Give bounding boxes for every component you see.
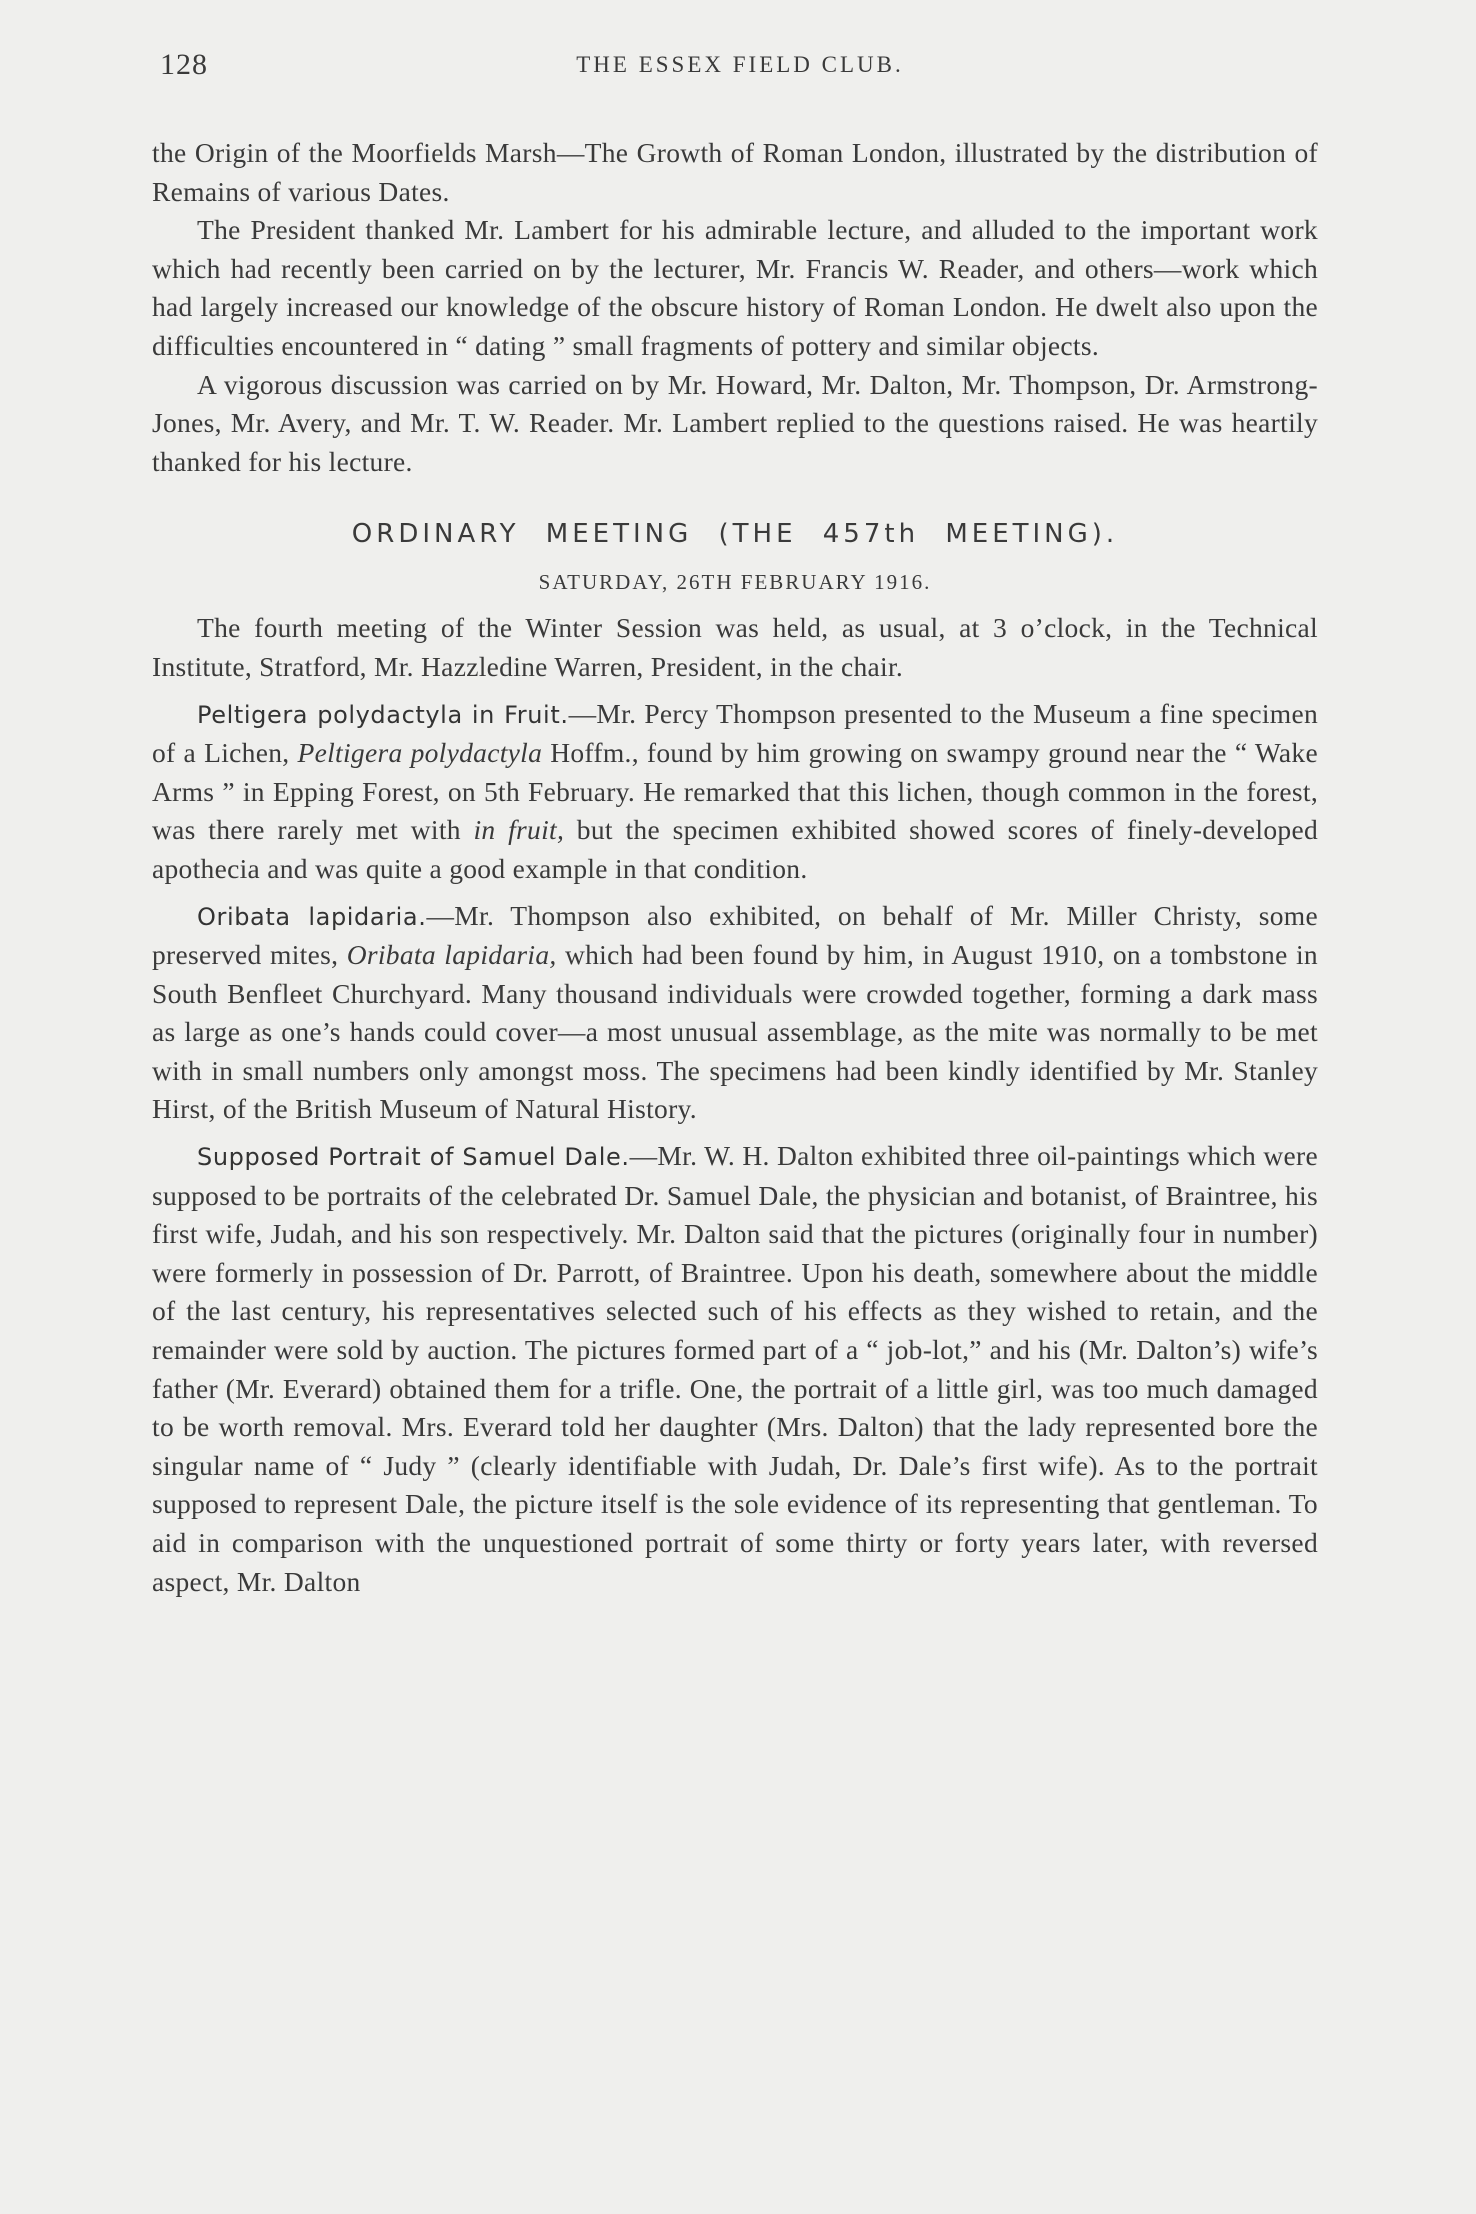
dale-heading: Supposed Portrait of Samuel Dale. [197,1143,630,1172]
paragraph-dale-portrait [152,1137,1318,1601]
paragraph-meeting-intro: The fourth meeting of the Winter Session was held, as usual, at 3 o’clock, in the Technical Institute, Stratford, Mr. Hazzledine Warren, President, in the chair. [152,612,1318,682]
paragraph-oribata [152,897,1318,1130]
peltigera-species: Peltigera polydactyla [297,737,543,769]
running-head [160,48,1320,88]
peltigera-in-fruit: in fruit, [473,814,565,846]
dale-text: —Mr. W. H. Dalton exhibited three oil-paintings which were supposed to be portraits of the celebrated Dr. Samuel Dale, the physician and botanist, of Braintree, his first wife, Judah, and his son respectively. Mr. Dalton said that the pictures (originally four in number) were formerly in possession of Dr. Parrott, of Braintree. Upon his death, somewhere about the middle of the last century, his representatives selected such of his effects as they wished to retain, and the remainder were sold by auction. The pictures formed part of a “ job-lot,” and his (Mr. Dalton’s) wife’s father (Mr. Everard) obtained them for a trifle. One, the portrait of a little girl, was too much damaged to be worth removal. Mrs. Everard told her daughter (Mrs. Dalton) that the lady represented bore the singular name of “ Judy ” (clearly identifiable with Judah, Dr. Dale’s first wife). As to the portrait supposed to represent Dale, the picture itself is the sole evidence of its representing that gentleman. To aid in comparison with the unquestioned portrait of some thirty or forty years later, with reversed aspect, Mr. Dalton [152,1140,1319,1597]
section-heading: ORDINARY MEETING (THE 457th MEETING). [351,519,1119,550]
oribata-text-1: —Mr. Thompson also exhibited, on behalf of Mr. Miller Christy, some preserved mites, [152,899,1318,971]
page-body [152,134,1318,1601]
oribata-text-2: which had been found by him, in August 1910, on a tombstone in South Benfleet Churchyard. Many thousand individuals were crowded together, forming a dark mass as large as one’s hands could cover—a most unusual assemblage, as the mite was normally to be met with in small numbers only amongst moss. The specimens had been kindly identified by Mr. Stanley Hirst, of the British Museum of Natural History. [152,939,1318,1125]
oribata-heading: Oribata lapidaria. [197,902,427,931]
peltigera-text-3: but the specimen exhibited showed scores of finely-developed apothecia and was quite a good example in that condition. [152,814,1318,884]
running-title: THE ESSEX FIELD CLUB. [576,52,904,77]
paragraph-lecture-title-end: the Origin of the Moorfields Marsh—The Growth of Roman London, illustrated by the distribution of Remains of various Dates. [152,137,1318,207]
peltigera-heading: Peltigera polydactyla in Fruit. [197,700,569,729]
paragraph-discussion: A vigorous discussion was carried on by Mr. Howard, Mr. Dalton, Mr. Thompson, Dr. Armstrong-Jones, Mr. Avery, and Mr. T. W. Reader. Mr. Lambert replied to the questions raised. He was heartily thanked for his lecture. [152,368,1318,477]
peltigera-text-1: —Mr. Percy Thompson presented to the Museum a fine specimen of a Lichen, [152,697,1319,769]
oribata-species: Oribata lapidaria, [346,939,557,971]
page-number: 128 [160,48,208,81]
peltigera-text-2: Hoffm., found by him growing on swampy ground near the “ Wake Arms ” in Epping Forest, on 5th February. He remarked that this lichen, though common in the forest, was there rarely met with [152,737,1318,846]
paragraph-peltigera [152,695,1318,889]
paragraph-president-thanks: The President thanked Mr. Lambert for his admirable lecture, and alluded to the important work which had recently been carried on by the lecturer, Mr. Francis W. Reader, and others—work which had largely increased our knowledge of the obscure history of Roman London. He dwelt also upon the difficulties encountered in “ dating ” small fragments of pottery and similar objects. [152,214,1318,361]
meeting-date: SATURDAY, 26TH FEBRUARY 1916. [538,570,932,595]
